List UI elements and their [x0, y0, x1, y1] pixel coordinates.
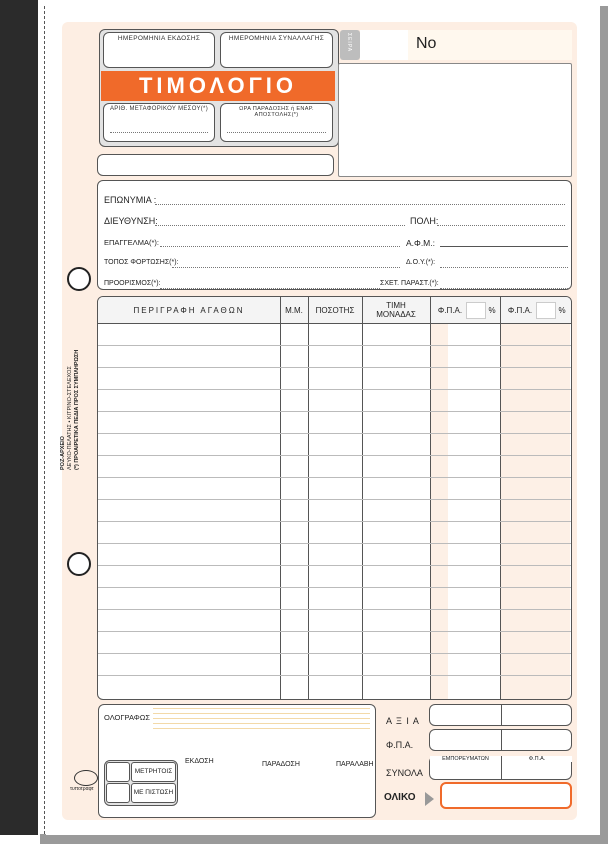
city-label: ΠΟΛΗ: [410, 216, 439, 226]
series-label: ΣΕΙΡΑ [346, 33, 352, 53]
col-quantity-header: ΠΟΣΟΤΗΣ [315, 305, 355, 315]
publisher-logo [74, 770, 98, 786]
address-field[interactable] [155, 225, 405, 226]
vat-field[interactable] [429, 729, 572, 751]
col-vat2-pct: % [558, 305, 566, 315]
series-field[interactable] [360, 30, 408, 60]
transaction-date-label: ΗΜΕΡΟΜΗΝΙΑ ΣΥΝΑΛΛΑΓΗΣ [228, 35, 325, 42]
value-label: Α Ξ Ι Α [386, 716, 420, 726]
issuer-details-box[interactable] [338, 63, 572, 177]
customer-details-box [97, 180, 572, 290]
totals-label: ΣΥΝΟΛΑ [386, 768, 423, 778]
destination-field[interactable] [160, 288, 380, 289]
publisher-name: τυποτραφτ [70, 786, 94, 792]
copy-color-note: ΡΟΖ-ΑΡΧΕΙΟ ΛΕΥΚΟ-ΠΕΛΑΤΗΣ • ΚΙΤΡΙΝΟ-ΣΤΕΛΕΧΟΣ (*) ΠΡΟΑΙΡΕΤΙΚΑ ΠΕΔΙΑ ΠΡΟΣ ΣΥΜΠΛΗΡΩΣΗ [60, 349, 80, 470]
grand-total-label: ΟΛΙΚΟ [384, 792, 416, 803]
credit-label: ΜΕ ΠΙΣΤΩΣΗ [131, 783, 176, 803]
delivery-signature-label: ΠΑΡΑΔΟΣΗ [262, 761, 300, 768]
name-field[interactable] [155, 204, 565, 205]
col-vat1-header: Φ.Π.Α. [437, 305, 463, 315]
col-unit-header: Μ.Μ. [285, 305, 303, 315]
related-doc-field[interactable] [440, 288, 568, 289]
transaction-date-field[interactable] [220, 32, 333, 68]
delivery-time-label: ΩΡΑ ΠΑΡΑΔΟΣΗΣ ή ΕΝΑΡ. ΑΠΟΣΤΟΛΗΣ(*) [239, 106, 314, 118]
loading-place-label: ΤΟΠΟΣ ΦΟΡΤΩΣΗΣ(*): [104, 259, 179, 266]
invoice-number-label: No [416, 35, 437, 52]
cash-checkbox[interactable] [106, 762, 130, 782]
name-label: ΕΠΩΝΥΜΙΑ : [104, 195, 157, 205]
col-price-header: ΤΙΜΗ ΜΟΝΑΔΑΣ [376, 301, 416, 319]
grand-total-field[interactable] [440, 782, 572, 809]
vat1-rate-field[interactable] [466, 302, 486, 319]
destination-label: ΠΡΟΟΡΙΣΜΟΣ(*): [104, 280, 161, 287]
cash-label: ΜΕΤΡΗΤΟΙΣ [131, 762, 176, 782]
delivery-time-field[interactable] [220, 103, 333, 142]
perforation-line [44, 6, 45, 834]
vat-total-label: Φ.Π.Α. [386, 740, 414, 750]
credit-checkbox[interactable] [106, 783, 130, 803]
extra-header-field[interactable] [97, 154, 334, 176]
vat2-rate-field[interactable] [536, 302, 556, 319]
col-vat2-header: Φ.Π.Α. [507, 305, 533, 315]
in-words-field[interactable] [153, 708, 370, 732]
invoice-number-field[interactable] [408, 30, 572, 60]
address-label: ΔΙΕΥΘΥΝΣΗ: [104, 216, 158, 226]
in-words-label: ΟΛΟΓΡΑΦΩΣ [104, 713, 150, 722]
issue-signature-label: ΕΚΔΟΣΗ [185, 758, 214, 765]
vat-number-field[interactable] [440, 246, 568, 247]
loading-place-field[interactable] [172, 267, 400, 268]
col-vat1-pct: % [488, 305, 496, 315]
vehicle-label: ΑΡΙΘ. ΜΕΤΑΦΟΡΙΚΟΥ ΜΕΣΟΥ(*) [109, 106, 208, 112]
arrow-right-icon [425, 792, 434, 806]
issue-date-label: ΗΜΕΡΟΜΗΝΙΑ ΕΚΔΟΣΗΣ [117, 35, 201, 42]
value-field[interactable] [429, 704, 572, 726]
tax-office-label: Δ.Ο.Υ.(*): [406, 259, 436, 266]
punch-hole [67, 552, 91, 576]
issue-date-field[interactable] [103, 32, 215, 68]
series-tab [340, 30, 360, 60]
totals-field[interactable] [429, 756, 572, 780]
binding-spine [0, 0, 38, 835]
punch-hole [67, 267, 91, 291]
col-description-header: ΠΕΡΙΓΡΑΦΗ ΑΓΑΘΩΝ [133, 305, 245, 315]
vat-number-label: Α.Φ.Μ.: [406, 238, 435, 248]
totals-vat-label: Φ.Π.Α. [502, 756, 572, 762]
vehicle-number-field[interactable] [103, 103, 215, 142]
related-doc-label: ΣΧΕΤ. ΠΑΡΑΣΤ.(*): [380, 280, 439, 287]
tax-office-field[interactable] [440, 267, 568, 268]
profession-label: ΕΠΑΓΓΕΛΜΑ(*): [104, 238, 159, 247]
items-table [97, 296, 572, 700]
profession-field[interactable] [160, 246, 400, 247]
goods-label: ΕΜΠΟΡΕΥΜΑΤΩΝ [430, 756, 501, 762]
document-title: ΤΙΜΟΛΟΓΙΟ [101, 71, 335, 101]
city-field[interactable] [437, 225, 565, 226]
receipt-signature-label: ΠΑΡΑΛΑΒΗ [336, 761, 374, 768]
